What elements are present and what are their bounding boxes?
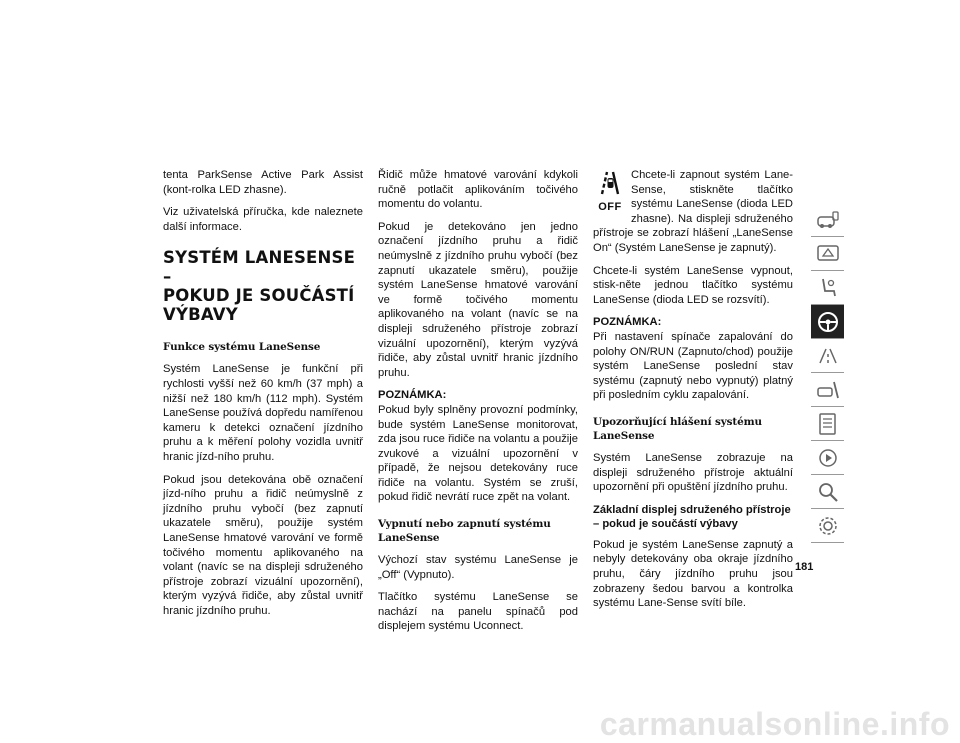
maintenance-list-icon bbox=[815, 411, 841, 437]
chapter-tab-road-assist[interactable] bbox=[811, 339, 844, 373]
paragraph: tenta ParkSense Active Park Assist (kont-rolka LED zhasne). bbox=[163, 169, 363, 196]
settings-gear-icon bbox=[815, 513, 841, 539]
subsection-title: Upozorňující hlášení systému LaneSense bbox=[593, 415, 762, 442]
page-number: 181 bbox=[795, 561, 814, 573]
subsection-title: Vypnutí nebo zapnutí systému LaneSense bbox=[378, 518, 551, 545]
car-seat-icon bbox=[815, 275, 841, 301]
column-middle bbox=[378, 168, 578, 642]
paragraph: Chcete-li systém LaneSense vypnout, stisk-něte jednou tlačítko systému LaneSense (dioda LED se rozsvítí). bbox=[593, 264, 793, 306]
note bbox=[378, 388, 578, 505]
chapter-tabs bbox=[811, 203, 844, 543]
note-title: POZNÁMKA: bbox=[378, 389, 447, 402]
section-title-line: VÝBAVY bbox=[163, 305, 238, 325]
chapter-tab-service[interactable] bbox=[811, 373, 844, 407]
chapter-tab-settings[interactable] bbox=[811, 509, 844, 543]
subsection-title: Základní displej sdruženého přístroje – pokud je součástí výbavy bbox=[593, 503, 791, 531]
road-assist-icon bbox=[815, 343, 841, 369]
chapter-tab-car-key[interactable] bbox=[811, 203, 844, 237]
note-title: POZNÁMKA: bbox=[593, 316, 662, 329]
paragraph: Systém LaneSense je funkční při rychlosti vyšší než 60 km/h (37 mph) a nižší než 180 km/h (112 mph). Systém LaneSense používá dopředu namířenou kameru k detekci označení jízdního pruhu a k měření polohy vozidla uvnitř hranic jízd-ního pruhu. bbox=[163, 363, 363, 463]
paragraph: Systém LaneSense zobrazuje na displeji sdruženého přístroje aktuální upozornění při opuštění jízdního pruhu. bbox=[593, 451, 793, 494]
chapter-tab-multimedia[interactable] bbox=[811, 441, 844, 475]
steering-wheel-icon bbox=[815, 309, 841, 335]
subsection-title: Funkce systému LaneSense bbox=[163, 341, 321, 354]
section-title bbox=[163, 248, 363, 324]
dashboard-warning-icon bbox=[815, 241, 841, 267]
chapter-tab-seats[interactable] bbox=[811, 271, 844, 305]
paragraph: Pokud je systém LaneSense zapnutý a nebyly detekovány oba okraje jízdního pruhu, čáry jízdního pruhu jsou zobrazeny šedou barvou a kontrolka systému Lane-Sense svítí bíle. bbox=[593, 538, 793, 610]
lane-departure-icon bbox=[598, 170, 622, 196]
paragraph: Pokud je detekováno jen jedno označení jízdního pruhu a řidič neúmyslně z jízdního pruhu vybočí (bez zapnutí ukazatele směru), použije systém LaneSense hmatové varování ve formě točivého momentu aplikovaného na volant (navíc se na displeji sdruženého přístroje zobrazí vizuální upozornění), kterým vyzývá řidiče, aby zůstal uvnitř hranic jízdního pruhu. bbox=[378, 220, 578, 379]
chapter-tab-dashboard[interactable] bbox=[811, 237, 844, 271]
section-title-line: SYSTÉM LANESENSE – bbox=[163, 248, 356, 287]
multimedia-icon bbox=[815, 445, 841, 471]
paragraph: Řidič může hmatové varování kdykoli ručně potlačit aplikováním točivého momentu do volantu. bbox=[378, 169, 578, 211]
column-right bbox=[593, 168, 793, 619]
chapter-tab-index[interactable] bbox=[811, 475, 844, 509]
paragraph: Výchozí stav systému LaneSense je „Off“ (Vypnuto). bbox=[378, 554, 578, 581]
paragraph: Tlačítko systému LaneSense se nachází na panelu spínačů pod displejem systému Uconnect. bbox=[378, 591, 578, 633]
off-label: OFF bbox=[598, 200, 622, 213]
car-service-icon bbox=[815, 377, 841, 403]
chapter-tab-maintenance[interactable] bbox=[811, 407, 844, 441]
note-text: Pokud byly splněny provozní podmínky, bude systém LaneSense monitorovat, zda jsou ruce řidiče na volantu a použije zvukové a vizuální upozornění v případě, že nejsou detekovány ruce řidiče na volantu. Systém se zruší, pokud řidič nevrátí ruce zpět na volant. bbox=[378, 403, 578, 504]
column-left bbox=[163, 168, 363, 626]
note-text: Při nastavení spínače zapalování do polohy ON/RUN (Zapnuto/chod) použije systém LaneSense poslední stav systému (zapnutý nebo vypnutý) platný při posledním cyklu zapalování. bbox=[593, 330, 793, 402]
paragraph: Pokud jsou detekována obě označení jízd-ního pruhu a řidič neúmyslně z jízdního pruhu vybočí (bez zapnutí ukazatele směru), použije systém LaneSense hmatové varování ve formě točivého momentu aplikovaného na volant (navíc se na displeji sdruženého přístroje zobrazí vizuální upozornění), kterým vyzývá řidiče, aby zůstal uvnitř hranic jízdního pruhu. bbox=[163, 473, 363, 617]
car-key-icon bbox=[815, 207, 841, 233]
search-icon bbox=[815, 479, 841, 505]
paragraph: Chcete-li zapnout systém Lane-Sense, stiskněte tlačítko systému LaneSense (dioda LED zhasne). Na displeji sdruženého přístroje se zobrazí hlášení „LaneSense On“ (Systém LaneSense je zapnutý). bbox=[593, 169, 793, 254]
note bbox=[593, 315, 793, 403]
chapter-tab-driving[interactable] bbox=[811, 305, 844, 339]
section-title-line: POKUD JE SOUČÁSTÍ bbox=[163, 286, 355, 306]
lanesense-off-icon bbox=[593, 170, 627, 220]
watermark: carmanualsonline.info bbox=[599, 706, 950, 742]
paragraph: Viz uživatelská příručka, kde naleznete další informace. bbox=[163, 206, 363, 233]
